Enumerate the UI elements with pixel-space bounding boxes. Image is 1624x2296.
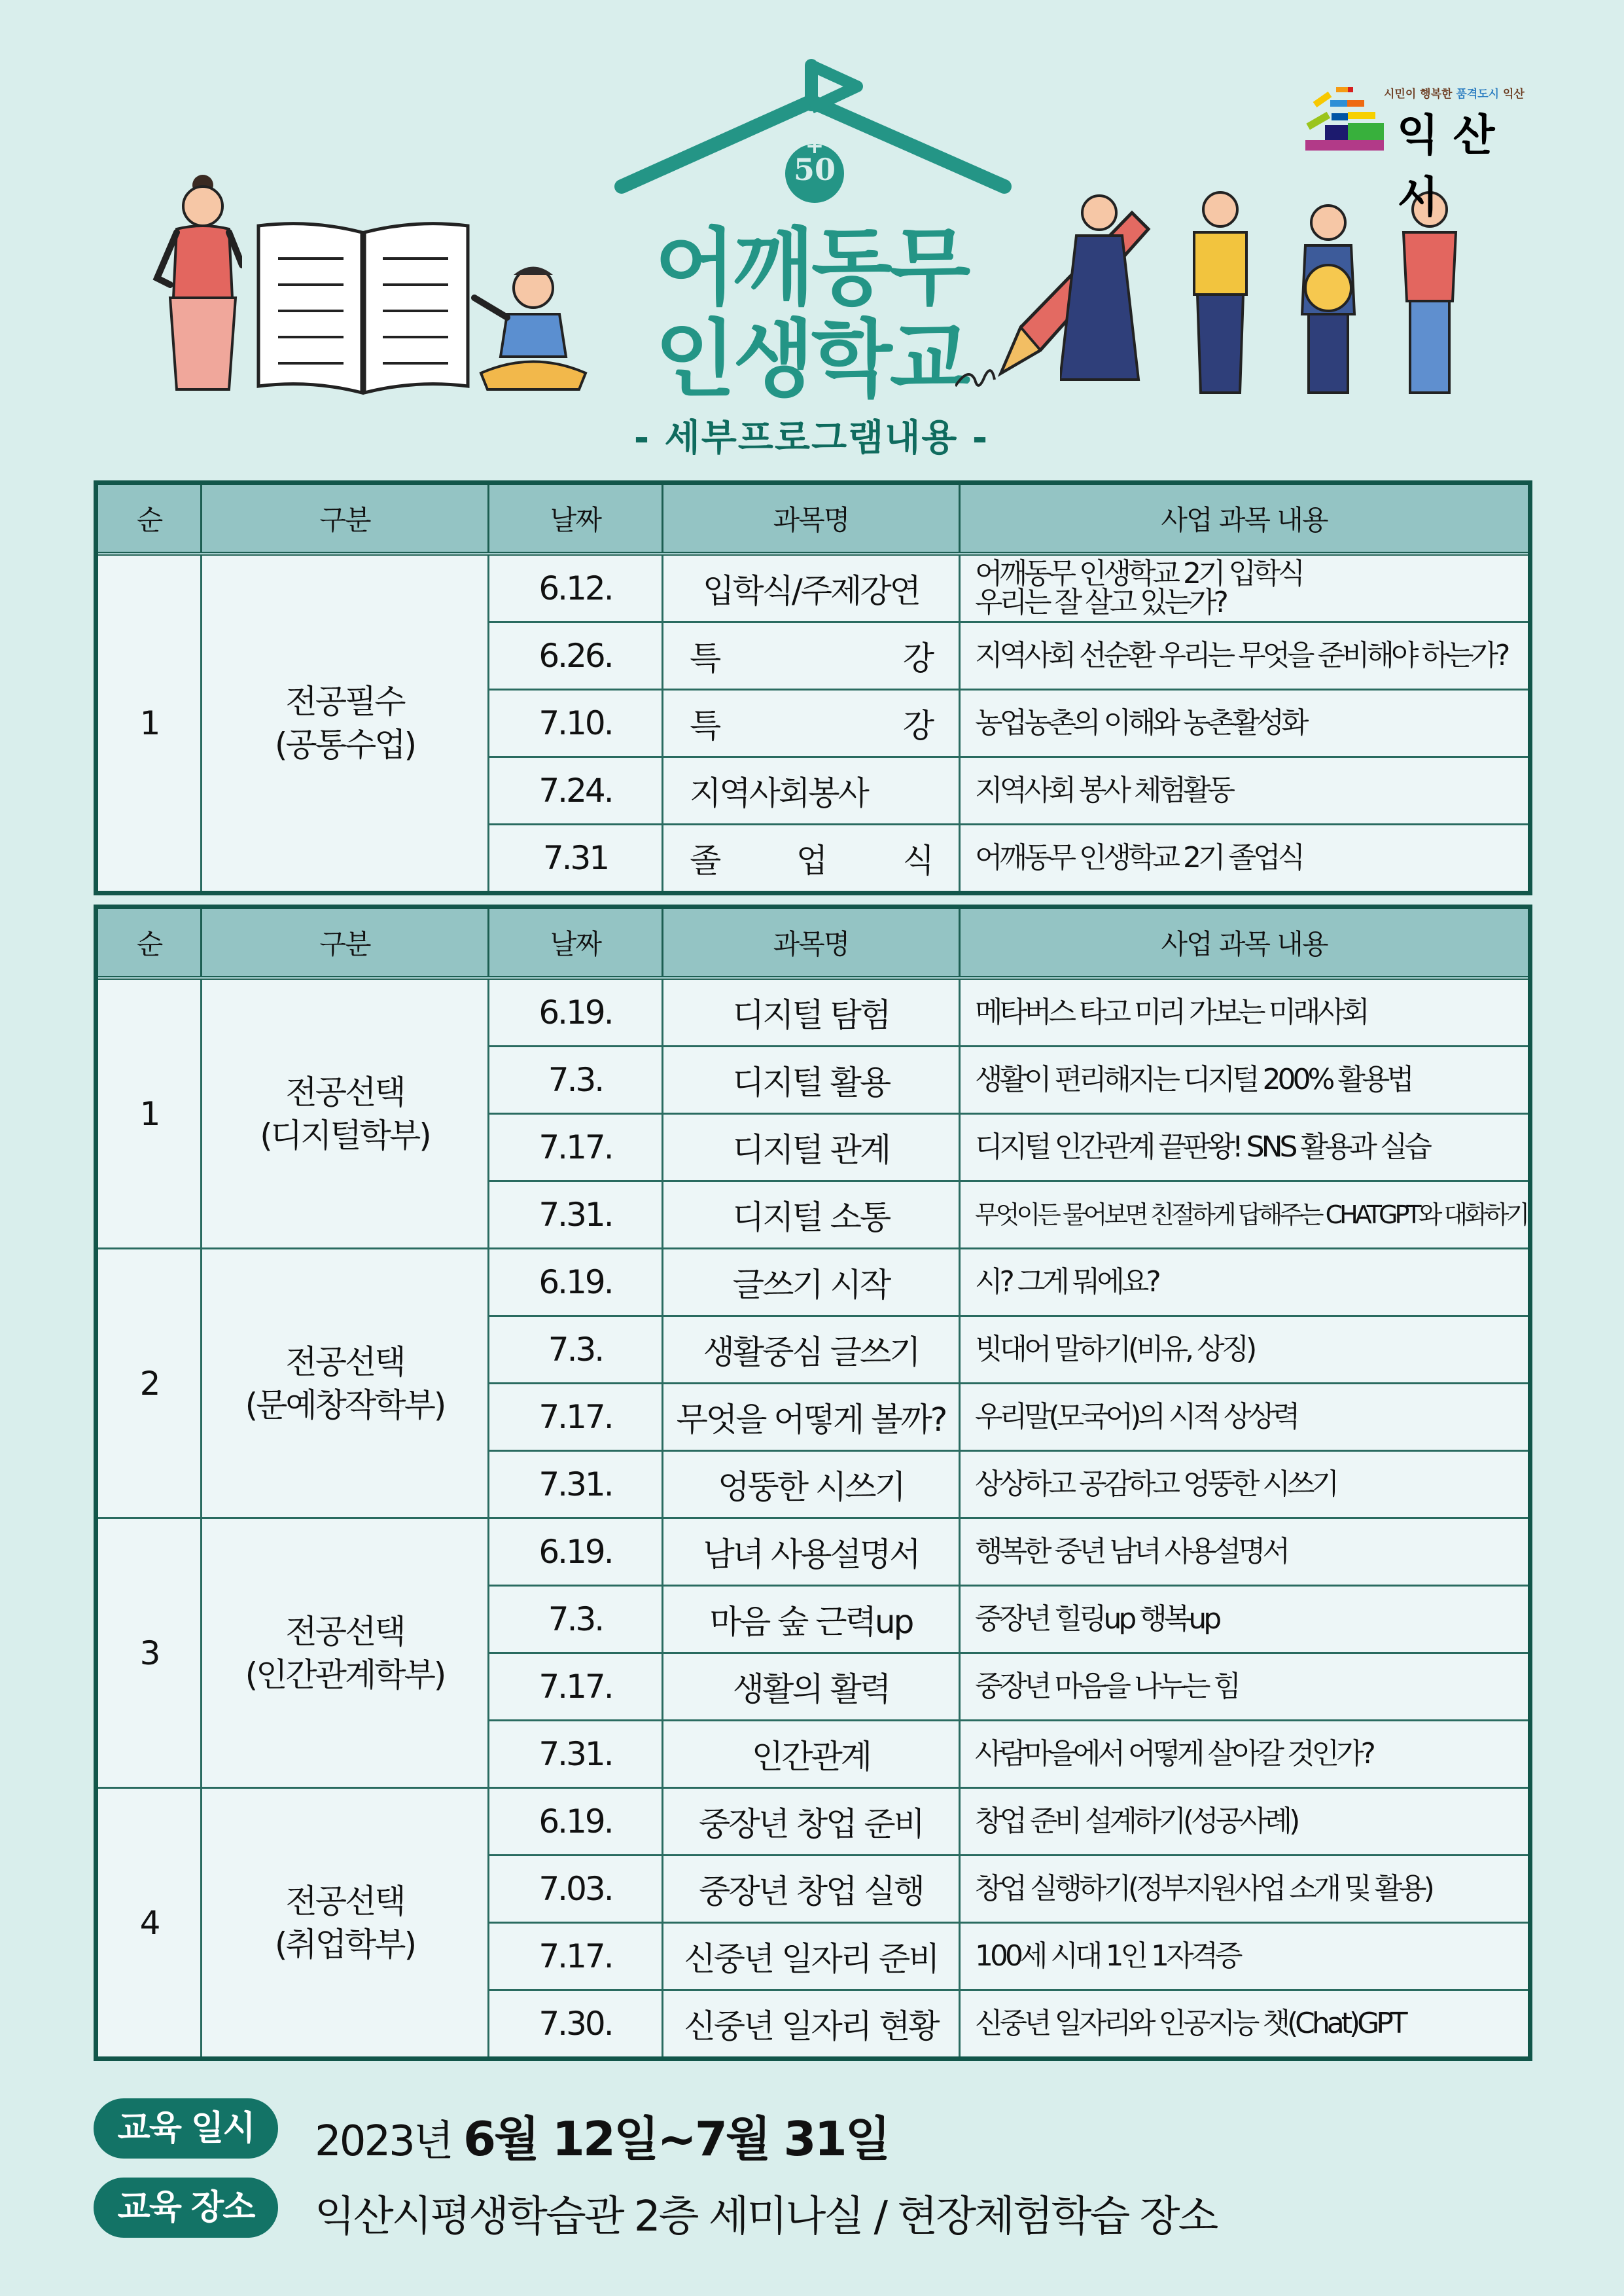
course-content — [960, 1047, 1530, 1114]
course-content — [960, 1114, 1530, 1181]
badge-number: 50 — [793, 152, 836, 187]
category-line: 전공선택 — [285, 1882, 404, 1920]
category-line: (인간관계학부) — [245, 1655, 445, 1694]
course-subject: 남녀 사용설명서 — [663, 1518, 960, 1586]
table-row — [96, 1249, 1530, 1316]
elective-course-table — [94, 905, 1532, 2061]
category-line: 전공선택 — [285, 1073, 404, 1111]
group-category — [202, 1249, 489, 1518]
course-date: 7.17. — [489, 1653, 663, 1721]
content-line: 중장년 마음을 나누는 힘 — [975, 1670, 1238, 1703]
course-content — [960, 1923, 1530, 1990]
group-number: 1 — [96, 978, 202, 1249]
course-subject: 졸 업 식 — [663, 825, 960, 893]
content-line: 신중년 일자리와 인공지능 챗(Chat)GPT — [975, 2007, 1405, 2040]
course-date: 7.17. — [489, 1114, 663, 1181]
course-subject: 지역사회봉사 — [663, 757, 960, 825]
tagline-part: 품격도시 — [1456, 88, 1500, 101]
group-number: 2 — [96, 1249, 202, 1518]
category-line: (디지털학부) — [260, 1116, 430, 1155]
course-date: 6.19. — [489, 978, 663, 1047]
column-header: 순 — [96, 907, 202, 978]
iksan-emblem-icon — [1292, 82, 1384, 151]
course-date: 7.31 — [489, 825, 663, 893]
iksan-city-logo — [1292, 82, 1554, 223]
education-place-label: 교육 장소 — [94, 2178, 278, 2238]
tagline-part: 시민이 행복한 — [1384, 88, 1453, 101]
course-content — [960, 1181, 1530, 1249]
content-line: 지역사회 선순환 우리는 무엇을 준비해야 하는가? — [975, 639, 1508, 672]
group-category — [202, 1518, 489, 1788]
course-subject: 디지털 소통 — [663, 1181, 960, 1249]
sitting-man-illustration — [468, 259, 592, 396]
course-content — [960, 1316, 1530, 1384]
group-category — [202, 554, 489, 893]
course-date: 6.19. — [489, 1518, 663, 1586]
group-category — [202, 978, 489, 1249]
category-line: (문예창작학부) — [245, 1386, 445, 1424]
content-line: 우리는 잘 살고 있는가? — [975, 586, 1226, 619]
course-date: 7.3. — [489, 1316, 663, 1384]
content-line: 창업 실행하기(정부지원사업 소개 및 활용) — [975, 1872, 1432, 1905]
group-number: 3 — [96, 1518, 202, 1788]
course-content — [960, 622, 1530, 690]
course-date: 6.19. — [489, 1788, 663, 1856]
course-subject: 무엇을 어떻게 볼까? — [663, 1384, 960, 1451]
content-line: 100세 시대 1인 1자격증 — [975, 1939, 1240, 1973]
course-date: 7.24. — [489, 757, 663, 825]
course-date: 7.3. — [489, 1047, 663, 1114]
content-line: 상상하고 공감하고 엉뚱한 시쓰기 — [975, 1467, 1337, 1501]
content-line: 지역사회 봉사 체험활동 — [975, 774, 1233, 807]
course-subject: 디지털 활용 — [663, 1047, 960, 1114]
open-book-illustration — [252, 219, 474, 396]
course-subject: 글쓰기 시작 — [663, 1249, 960, 1316]
category-line: (공통수업) — [274, 726, 415, 764]
course-date: 6.12. — [489, 554, 663, 622]
column-header: 순 — [96, 483, 202, 554]
course-subject: 인간관계 — [663, 1721, 960, 1788]
table-header-row — [96, 907, 1530, 978]
logo-tagline — [1384, 84, 1525, 101]
content-line: 생활이 편리해지는 디지털 200% 활용법 — [975, 1063, 1411, 1096]
course-content — [960, 554, 1530, 622]
column-header: 과목명 — [663, 483, 960, 554]
group-category — [202, 1788, 489, 2059]
content-line: 창업 준비 설계하기(성공사례) — [975, 1804, 1297, 1838]
table-row — [96, 1518, 1530, 1586]
course-date: 7.31. — [489, 1181, 663, 1249]
course-content — [960, 757, 1530, 825]
tagline-part: 익산 — [1503, 88, 1525, 101]
content-line: 디지털 인간관계 끝판왕! SNS 활용과 실습 — [975, 1130, 1429, 1164]
column-header: 날짜 — [489, 907, 663, 978]
category-line: (취업학부) — [274, 1925, 415, 1964]
course-subject: 엉뚱한 시쓰기 — [663, 1451, 960, 1518]
column-header: 날짜 — [489, 483, 663, 554]
program-subtitle: - 세부프로그램내용 - — [633, 417, 989, 459]
title-line-2: 인생학교 — [654, 311, 968, 408]
course-subject: 특 강 — [663, 690, 960, 757]
course-date: 7.30. — [489, 1990, 663, 2059]
title-line-1: 어깨동무 — [654, 219, 968, 317]
course-content — [960, 1249, 1530, 1316]
category-line: 전공선택 — [285, 1612, 404, 1651]
course-content — [960, 1451, 1530, 1518]
content-line: 우리말(모국어)의 시적 상상력 — [975, 1400, 1297, 1433]
course-content — [960, 978, 1530, 1047]
course-date: 7.17. — [489, 1384, 663, 1451]
course-date: 7.31. — [489, 1721, 663, 1788]
course-date: 6.19. — [489, 1249, 663, 1316]
course-date: 7.3. — [489, 1586, 663, 1653]
column-header: 과목명 — [663, 907, 960, 978]
course-subject: 중장년 창업 실행 — [663, 1856, 960, 1923]
course-content — [960, 1586, 1530, 1653]
category-line: 전공필수 — [285, 683, 404, 721]
table-row — [96, 978, 1530, 1047]
column-header: 사업 과목 내용 — [960, 907, 1530, 978]
column-header: 구분 — [202, 483, 489, 554]
column-header: 사업 과목 내용 — [960, 483, 1530, 554]
content-line: 메타버스 타고 미리 가보는 미래사회 — [975, 996, 1367, 1029]
age-badge — [785, 133, 844, 187]
course-subject: 특 강 — [663, 622, 960, 690]
content-line: 시? 그게 뭐에요? — [975, 1265, 1158, 1299]
content-line: 중장년 힐링up 행복up — [975, 1602, 1219, 1636]
category-line: 전공선택 — [285, 1342, 404, 1381]
required-course-table — [94, 480, 1532, 895]
content-line: 행복한 중년 남녀 사용설명서 — [975, 1535, 1288, 1568]
course-subject: 입학식/주제강연 — [663, 554, 960, 622]
education-place-value: 익산시평생학습관 2층 세미나실 / 현장체험학습 장소 — [315, 2193, 1217, 2241]
course-content — [960, 1721, 1530, 1788]
content-line: 어깨동무 인생학교 2기 졸업식 — [975, 841, 1302, 874]
table-row — [96, 554, 1530, 622]
course-date: 7.31. — [489, 1451, 663, 1518]
course-subject: 디지털 관계 — [663, 1114, 960, 1181]
group-number: 4 — [96, 1788, 202, 2059]
teacher-illustration — [150, 167, 242, 396]
course-content — [960, 1856, 1530, 1923]
column-header: 구분 — [202, 907, 489, 978]
course-subject: 생활의 활력 — [663, 1653, 960, 1721]
course-content — [960, 1518, 1530, 1586]
logo-name: 익산시 — [1397, 110, 1509, 223]
course-content — [960, 1384, 1530, 1451]
content-line: 빗대어 말하기(비유, 상징) — [975, 1333, 1254, 1366]
content-line: 사람마을에서 어떻게 살아갈 것인가? — [975, 1737, 1373, 1770]
group-number: 1 — [96, 554, 202, 893]
badge-plus: + — [805, 133, 824, 159]
course-content — [960, 1990, 1530, 2059]
course-date: 6.26. — [489, 622, 663, 690]
course-subject: 디지털 탐험 — [663, 978, 960, 1047]
education-date-label: 교육 일시 — [94, 2098, 278, 2159]
course-subject: 중장년 창업 준비 — [663, 1788, 960, 1856]
course-content — [960, 690, 1530, 757]
course-date: 7.17. — [489, 1923, 663, 1990]
table-row — [96, 1788, 1530, 1856]
date-range: 6월 12일~7월 31일 — [463, 2111, 889, 2166]
date-year: 2023년 — [315, 2117, 452, 2166]
course-content — [960, 1653, 1530, 1721]
course-content — [960, 1788, 1530, 1856]
course-subject: 생활중심 글쓰기 — [663, 1316, 960, 1384]
table-header-row — [96, 483, 1530, 554]
course-date: 7.10. — [489, 690, 663, 757]
education-date-value — [315, 2101, 889, 2169]
course-content — [960, 825, 1530, 893]
content-line: 무엇이든 물어보면 친절하게 답해주는 CHATGPT와 대화하기 — [975, 1200, 1527, 1229]
content-line: 어깨동무 인생학교 2기 입학식 — [975, 557, 1302, 590]
course-date: 7.03. — [489, 1856, 663, 1923]
content-line: 농업농촌의 이해와 농촌활성화 — [975, 706, 1306, 740]
course-subject: 마음 숲 근력up — [663, 1586, 960, 1653]
course-subject: 신중년 일자리 현황 — [663, 1990, 960, 2059]
course-subject: 신중년 일자리 준비 — [663, 1923, 960, 1990]
